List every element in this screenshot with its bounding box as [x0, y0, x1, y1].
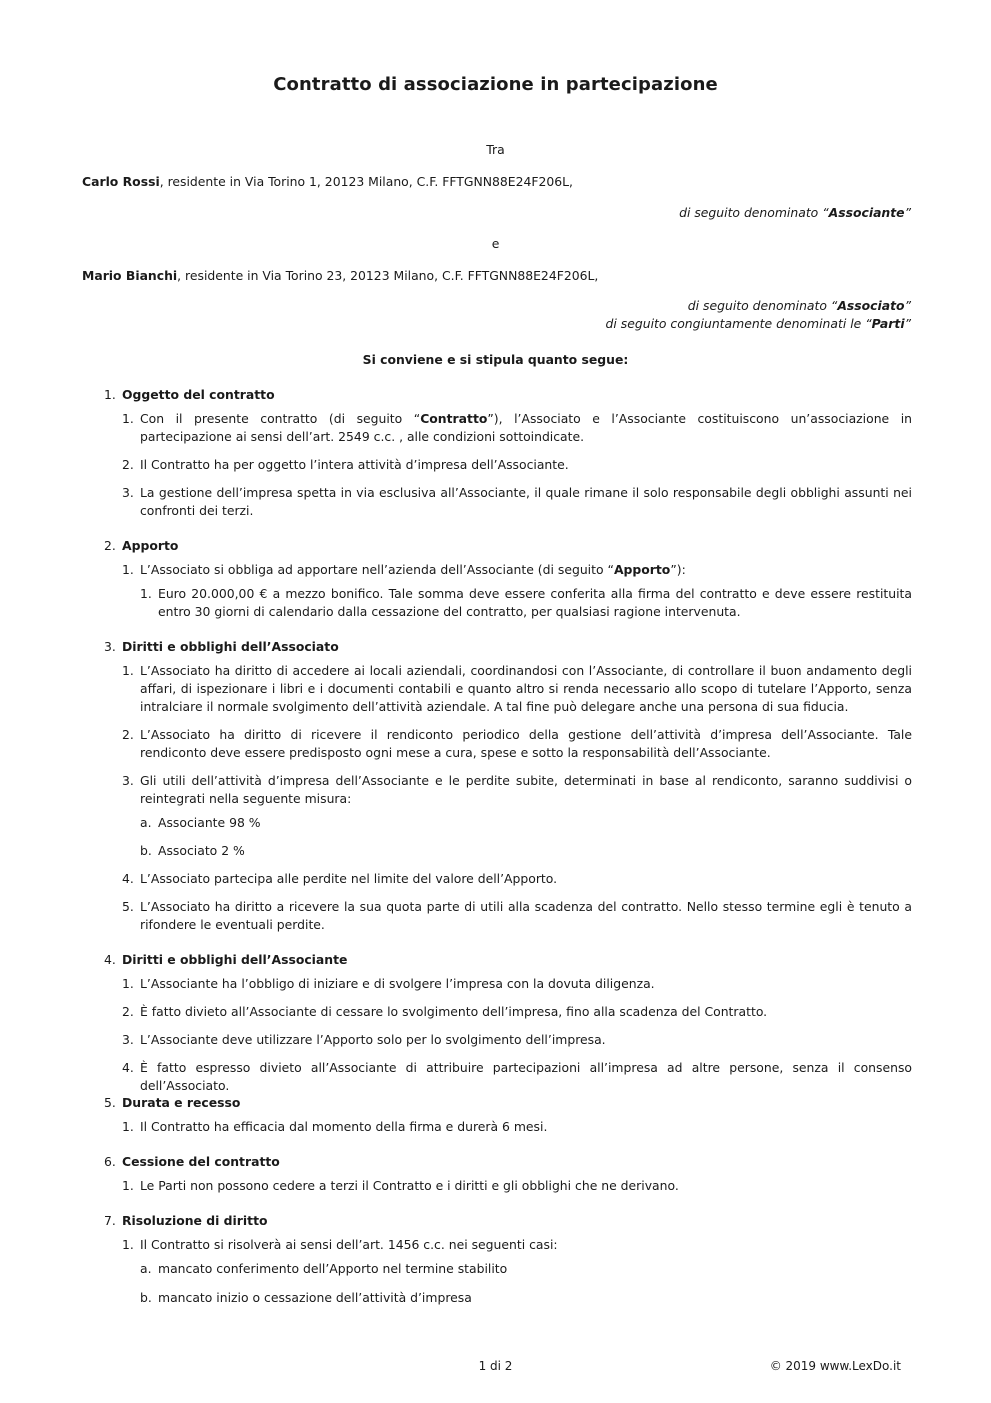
clause — [122, 975, 912, 993]
joint-name: Parti — [871, 316, 905, 331]
copyright-notice: © 2019 www.LexDo.it — [769, 1359, 901, 1373]
clause — [122, 1003, 912, 1021]
subclause-number: 1. — [140, 586, 152, 601]
clause-number: 1. — [122, 1119, 134, 1134]
party1-line — [82, 173, 573, 191]
clause-text: L’Associato ha diritto di accedere ai locali aziendali, coordinandosi con l’Associante, di controllare il buon andamento degli affari, di ispezionare i libri e i documenti contabili e quanto altro si renda necessario allo scopo di tutelare l’Apporto, senza intralciare il normale svolgimento dell’attività aziendale. A tal fine può delegare anche una persona di sua fiducia. — [140, 663, 912, 714]
clause — [122, 561, 912, 579]
party2-line — [82, 267, 598, 285]
subclause-number: a. — [140, 815, 152, 830]
clause-text: Il Contratto ha efficacia dal momento della firma e durerà 6 mesi. — [140, 1119, 548, 1134]
subclause-number: b. — [140, 843, 152, 858]
subclause-text: mancato conferimento dell’Apporto nel termine stabilito — [158, 1261, 508, 1276]
section-title: Diritti e obblighi dell’Associante — [122, 952, 348, 967]
clause — [122, 484, 912, 520]
clause — [122, 1118, 912, 1136]
clause-text-pre: L’Associato si obbliga ad apportare nell’azienda dell’Associante (di seguito “ — [140, 562, 614, 577]
party2-role-name: Associato — [837, 298, 905, 313]
clause-text: L’Associante ha l’obbligo di iniziare e di svolgere l’impresa con la dovuta diligenza. — [140, 976, 655, 991]
clause-text: L’Associato ha diritto a ricevere la sua quota parte di utili alla scadenza del contratto. Nello stesso termine egli è tenuto a rifondere le eventuali perdite. — [140, 899, 912, 932]
joint-prefix: di seguito congiuntamente denominati le “ — [605, 316, 872, 331]
section-title: Apporto — [122, 538, 179, 553]
clause-text: La gestione dell’impresa spetta in via esclusiva all’Associante, il quale rimane il solo responsabile degli obblighi assunti nei confronti dei terzi. — [140, 485, 912, 518]
subclause-text: Associante 98 % — [158, 815, 261, 830]
clause-number: 1. — [122, 562, 134, 577]
party1-role-suffix: ” — [904, 205, 911, 220]
subclause — [140, 1260, 912, 1278]
clause-number: 1. — [122, 976, 134, 991]
clause-text: Le Parti non possono cedere a terzi il Contratto e i diritti e gli obblighi che ne derivano. — [140, 1178, 679, 1193]
defined-term: Contratto — [420, 411, 488, 426]
subclause — [140, 585, 912, 621]
clause-number: 3. — [122, 1032, 134, 1047]
section-number: 2. — [104, 538, 116, 553]
party1-name: Carlo Rossi — [82, 174, 160, 189]
clause-text-pre: Con il presente contratto (di seguito “ — [140, 411, 421, 426]
clause — [122, 1177, 912, 1195]
clause-text: Il Contratto ha per oggetto l’intera attività d’impresa dell’Associante. — [140, 457, 569, 472]
section-title: Oggetto del contratto — [122, 387, 275, 402]
parties-joint — [606, 315, 911, 333]
subclause — [140, 842, 912, 860]
e-label: e — [491, 236, 500, 251]
clause — [122, 870, 912, 888]
clause — [122, 1236, 912, 1254]
clause-text: L’Associato ha diritto di ricevere il rendiconto periodico della gestione dell’attività d’impresa dell’Associante. Tale rendiconto deve essere predisposto ogni mese a cura, spese e sotto la responsabilità dell’Associante. — [140, 727, 912, 760]
clause-number: 5. — [122, 899, 134, 914]
party2-details: , residente in Via Torino 23, 20123 Milano, C.F. FFTGNN88E24F206L, — [177, 268, 599, 283]
party2-name: Mario Bianchi — [82, 268, 178, 283]
clause-text: È fatto divieto all’Associante di cessare lo svolgimento dell’impresa, fino alla scadenza del Contratto. — [140, 1004, 768, 1019]
clause-number: 3. — [122, 773, 134, 788]
subclause — [140, 814, 912, 832]
tra-label: Tra — [486, 142, 505, 157]
clause-number: 2. — [122, 1004, 134, 1019]
section-title: Risoluzione di diritto — [122, 1213, 268, 1228]
clause-text: L’Associato partecipa alle perdite nel limite del valore dell’Apporto. — [140, 871, 558, 886]
clause-text: L’Associante deve utilizzare l’Apporto solo per lo svolgimento dell’impresa. — [140, 1032, 606, 1047]
subclause-text: Euro 20.000,00 € a mezzo bonifico. Tale somma deve essere conferita alla firma del contratto e deve essere restituita entro 30 giorni di calendario dalla cessazione del contratto, per qualsiasi ragione intervenuta. — [158, 586, 912, 619]
clause-number: 4. — [122, 871, 134, 886]
section-title: Durata e recesso — [122, 1095, 241, 1110]
clause — [122, 1059, 912, 1095]
section-number: 1. — [104, 387, 116, 402]
clause — [122, 662, 912, 716]
section-number: 5. — [104, 1095, 116, 1110]
clause-number: 2. — [122, 727, 134, 742]
defined-term: Apporto — [613, 562, 671, 577]
clause-text: Gli utili dell’attività d’impresa dell’Associante e le perdite subite, determinati in base al rendiconto, saranno suddivisi o reintegrati nella seguente misura: — [140, 773, 912, 806]
subclause-number: b. — [140, 1290, 152, 1305]
clause — [122, 456, 912, 474]
clause — [122, 898, 912, 934]
clause-text-post: ”), l’Associato e l’Associante costituiscono un’associazione in partecipazione ai sensi dell’art. 2549 c.c. , alle condizioni sottoindicate. — [140, 411, 913, 444]
section-title: Cessione del contratto — [122, 1154, 280, 1169]
party1-details: , residente in Via Torino 1, 20123 Milano, C.F. FFTGNN88E24F206L, — [159, 174, 573, 189]
party2-role-prefix: di seguito denominato “ — [687, 298, 838, 313]
document-title: Contratto di associazione in partecipazione — [273, 74, 718, 95]
section-number: 3. — [104, 639, 116, 654]
clause — [122, 726, 912, 762]
clause-text-post: ”): — [670, 562, 686, 577]
clause-text — [140, 561, 912, 579]
subclause-number: a. — [140, 1261, 152, 1276]
section-title: Diritti e obblighi dell’Associato — [122, 639, 339, 654]
subclause — [140, 1289, 912, 1307]
clause — [122, 1031, 912, 1049]
clause-number: 1. — [122, 663, 134, 678]
party2-role-suffix: ” — [904, 298, 911, 313]
party2-role — [688, 297, 911, 315]
clause-number: 1. — [122, 1178, 134, 1193]
party1-role-name: Associante — [828, 205, 905, 220]
clause-number: 3. — [122, 485, 134, 500]
party1-role — [679, 204, 911, 222]
intro-heading: Si conviene e si stipula quanto segue: — [362, 352, 629, 367]
clause-number: 2. — [122, 457, 134, 472]
clause-text: È fatto espresso divieto all’Associante di attribuire partecipazioni all’impresa ad altre persone, senza il consenso dell’Associato. — [140, 1060, 912, 1093]
section-number: 7. — [104, 1213, 116, 1228]
page-number: 1 di 2 — [478, 1359, 513, 1373]
party1-role-prefix: di seguito denominato “ — [679, 205, 829, 220]
clause-text — [140, 410, 912, 446]
clause — [122, 410, 912, 446]
joint-suffix: ” — [904, 316, 911, 331]
section-number: 4. — [104, 952, 116, 967]
subclause-text: mancato inizio o cessazione dell’attività d’impresa — [158, 1290, 472, 1305]
section-number: 6. — [104, 1154, 116, 1169]
clause-number: 1. — [122, 1237, 134, 1252]
clause-number: 1. — [122, 411, 134, 426]
clause — [122, 772, 912, 808]
clause-number: 4. — [122, 1060, 134, 1075]
clause-text: Il Contratto si risolverà ai sensi dell’art. 1456 c.c. nei seguenti casi: — [140, 1237, 558, 1252]
subclause-text: Associato 2 % — [158, 843, 245, 858]
